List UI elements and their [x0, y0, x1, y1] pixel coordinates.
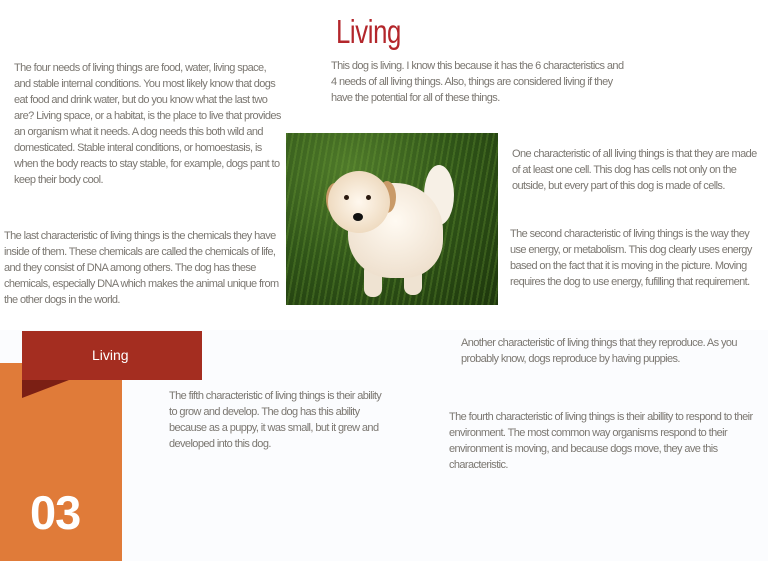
banner-fold [22, 380, 69, 398]
dog-eye [344, 195, 349, 200]
reproduce-paragraph: Another characteristic of living things that they reproduce. As you probably know, dogs reproduce by having puppies. [461, 337, 737, 365]
section-label: Living [92, 347, 129, 363]
section-number: 03 [30, 486, 81, 539]
grow-paragraph: The fifth characteristic of living things is their ability to grow and develop. The dog has this ability because as a puppy, it was small, but it grew and developed into this dog. [169, 390, 382, 450]
section-banner [22, 331, 202, 380]
dog-photo [286, 133, 498, 305]
dog-nose [353, 213, 363, 221]
dog-head [328, 171, 390, 233]
slide-title: Living [336, 13, 401, 50]
cells-paragraph: One characteristic of all living things is that they are made of at least one cell. This dog has cells not only on the outside, but every part of this dog is made of cells. [512, 148, 757, 192]
needs-paragraph: The four needs of living things are food, water, living space, and stable internal conditions. You most likely know that dogs eat food and drink water, but do you know what the last two are? Living space, or a habitat, is the place to live that provides an organism what it needs. A dog needs this both wild and domesticated. Stable interal conditions, or homoestasis, is when the body reacts to stay stable, for example, dogs pant to keep their body cool. [14, 62, 281, 186]
respond-paragraph: The fourth characteristic of living things is their abillity to respond to their environment. The most common way organisms respond to their environment is moving, and because dogs move, they ave this characteristic. [449, 411, 753, 471]
intro-paragraph: This dog is living. I know this because it has the 6 characteristics and 4 needs of all living things. Also, things are considered living if they have the potential for all of these things. [331, 60, 624, 104]
energy-paragraph: The second characteristic of living things is the way they use energy, or metabolism. This dog clearly uses energy based on the fact that it is moving in the picture. Moving requires the dog to use energy, fufilling that requirement. [510, 228, 752, 288]
dog-eye [366, 195, 371, 200]
chemicals-paragraph: The last characteristic of living things is the chemicals they have inside of them. These chemicals are called the chemicals of life, and they consist of DNA among others. The dog has these chemicals, especially DNA which makes the animal unique from the other dogs in the world. [4, 230, 279, 306]
